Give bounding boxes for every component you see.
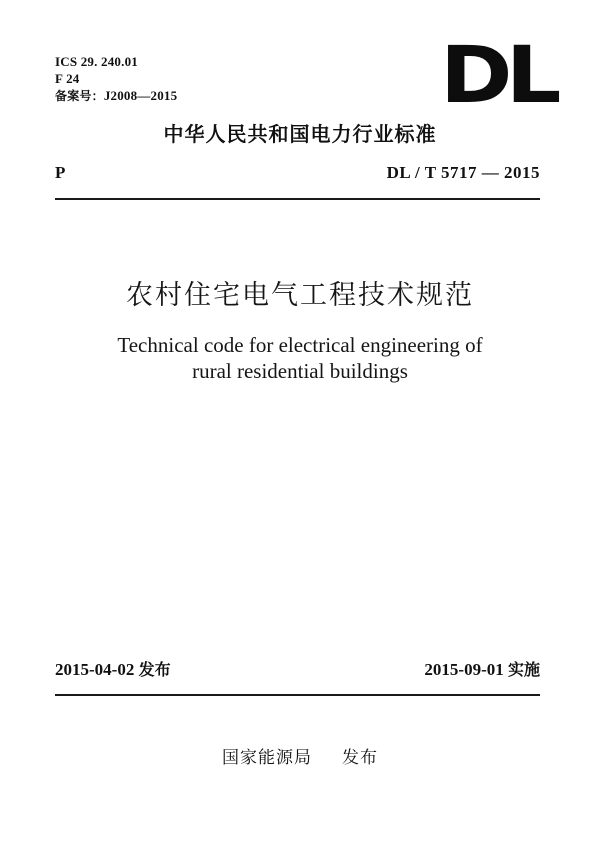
top-divider <box>55 198 540 200</box>
classification-code: F 24 <box>55 71 80 86</box>
title-chinese: 农村住宅电气工程技术规范 <box>126 280 474 311</box>
category-letter: P <box>55 163 66 182</box>
bottom-divider <box>55 694 540 696</box>
record-number <box>55 88 177 104</box>
publisher-action: 发布 <box>342 748 378 768</box>
issue-label: 发布 <box>138 660 171 679</box>
ics-code: ICS 29. 240.01 <box>55 54 138 69</box>
record-number-value: J2008—2015 <box>103 88 178 103</box>
title-english-line-1: Technical code for electrical engineering of <box>117 333 483 357</box>
implementation-date-value: 2015-09-01 <box>424 660 504 679</box>
publisher <box>0 746 600 770</box>
implementation-date <box>340 658 540 682</box>
standard-code: DL / T 5717 — 2015 <box>386 163 540 182</box>
implementation-label: 实施 <box>507 660 540 679</box>
title-english-line-2: rural residential buildings <box>192 359 408 383</box>
publisher-name: 国家能源局 <box>222 748 312 768</box>
issuing-organization: 中华人民共和国电力行业标准 <box>163 122 437 146</box>
issue-date-value: 2015-04-02 <box>55 660 135 679</box>
dl-logo: DL <box>440 31 555 121</box>
record-label: 备案号： <box>55 89 104 103</box>
issue-date <box>55 658 171 682</box>
